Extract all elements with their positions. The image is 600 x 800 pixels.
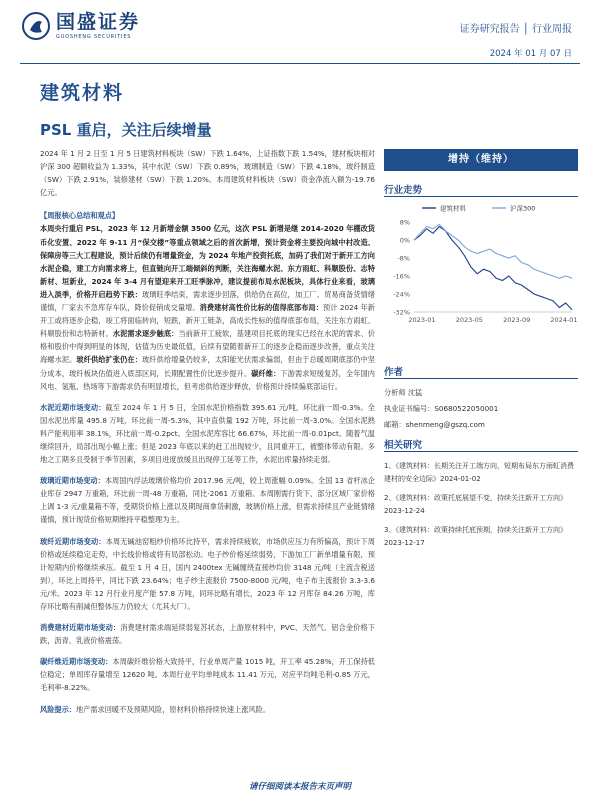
- focus-text4: 玻纤供给增量仍较多，太阳能光伏需求偏弱，但由于总暖周期底部仍中坚分成本，玻纤板块估值进入底部区间，长期配置性价比逐步提升。: [40, 355, 375, 378]
- x-tick-label: 2023-05: [455, 316, 483, 324]
- main-body: [40, 147, 375, 720]
- company-logo: [22, 12, 140, 40]
- risk-text: 地产需求回暖不及预期风险，原材料价格持续快速上涨风险。: [75, 704, 271, 714]
- risk-paragraph: [40, 703, 375, 716]
- cement-paragraph: [40, 401, 375, 466]
- intro-paragraph: 2024 年 1 月 2 日至 1 月 5 日建筑材料板块（SW）下跌 1.64%，上证指数下跌 1.54%，建材板块相对沪深 300 超额收益为 1.33%，其中水泥（SW）下跌 0.89%，玻璃制造（SW）下跌 4.18%，玻纤制造（SW）下跌 2.91%，装修建材（SW）下跌 1.20%。本周建筑材料板块（SW）资金净流入额为-19.76 亿元。: [40, 149, 375, 198]
- focus-text3: 当前新开工疲软，基建项目托底的现实已经在水泥的需求、价格和股价中得到明显的体现，估值为历史最低值，后续有望随着新开工的逐步企稳而逐步改善，重点关注海螺水泥。: [40, 329, 375, 365]
- trend-heading: 行业走势: [384, 185, 423, 196]
- focus-text2: 预计 2024 年新开工或将逐步企稳，竣工将面临转向，短跌，新开工链条，高成长性标的值得底部布局，关注东方雨虹、科顺股份和志特新材。: [40, 303, 375, 339]
- related-item[interactable]: 1、《建筑材料：长期关注开工端方向，短期布局东方雨虹消费建材的安全边际》2024-01-02: [384, 462, 574, 483]
- focus-bold: 本周央行重启 PSL，2023 年 12 月新增金额 3500 亿元，这次 PSL 新增是继 2014-2020 年棚改货币化安置、2022 年 9-11 月“保交楼”等重点领域之后的首次新增，预计资金将主要投向城中村改造、保障房等三大工程建设，预计后续仍有增量资金，为 2024 年地产投资托底，加码了我们对于新开工方向水泥企稳，建工方向需求将上，但直链向开工端倾斜的判断，关注海螺水泥、东方雨虹、科顺股份、志特新材、垣新业，2024 年 3-4 月有望迎来开工旺季脉冲，建议提前布局水泥板块，具体行业来看，玻璃进入淡季，价格开启趋势下跌：: [40, 224, 375, 299]
- risk-heading: 风险提示：: [40, 704, 76, 714]
- focus-text5: 下游需求短缓复苏，全年国内风电、氢瓶、热场等下游需求仍有明显增长，但考虑供给逐步释放，价格预计持续偏底部运行。: [40, 368, 375, 391]
- related-heading: 相关研究: [384, 440, 423, 451]
- trend-rule: [384, 196, 578, 197]
- report-date: 2024 年 01 月 07 日: [489, 49, 572, 59]
- y-tick-label: 8%: [399, 218, 410, 227]
- carbon-heading: 碳纤维近期市场变动：: [40, 657, 113, 667]
- related-item[interactable]: 3、《建筑材料：政策持续托底预期，持续关注新开工方向》2023-12-17: [384, 526, 567, 547]
- related-rule: [384, 451, 578, 452]
- focus-paragraph: [40, 209, 375, 392]
- legend-label: 建筑材料: [440, 204, 466, 213]
- trend-chart: [384, 200, 578, 330]
- series-line: [414, 227, 572, 310]
- focus-text: 玻璃旺季结束，需求逐步回落，供给仍在高位，加工厂、贸易商备货情绪谨慎，厂家去不急库存车队，降价促销成交量增。: [40, 289, 375, 313]
- license-number: 执业证书编号：S0680522050001: [384, 404, 499, 413]
- header-divider: [20, 63, 580, 64]
- fiber-heading: 玻纤近期市场变动：: [40, 536, 106, 546]
- authors-heading: 作者: [384, 367, 404, 378]
- related-list: [384, 460, 578, 556]
- glass-text: 本周国内浮法玻璃价格均价 2017.96 元/吨，较上周涨幅 0.09%。全国 13 省杆冰企业库存 2947 万重箱，环比前一周-48 万重箱，同比-2061 万重箱。本周刚需行货下，部分区域厂家价格上调 1-3 元/重量箱不等，受期货价格上涨以及期现商拿货刺激，玻璃价格上涨，但需求持续且产业链情绪谨慎，预计现货价格短期维持平稳整理为主。: [40, 476, 375, 525]
- cement-text: 截至 2024 年 1 月 5 日，全国水泥价格指数 395.61 元/吨，环比前一周-0.3%。全国水泥出库量 495.8 万吨，环比前一周-5.3%，其中直供量 192 万吨，环比前一周-3.0%。全国水泥熟料产能利用率 38.1%，环比前一周-0.2pct。全国水泥库容比 66.67%，环比前一周-0.01pct。随着气温继续回升，局部出现小幅上涨；但是 2023 年底以来的赶工出现较少，且同重开工，被整体带动有限。多地之工期多且受制于季节因素，多项目进度放缓且出现停工延等工作，水泥出库量持续走弱。: [40, 402, 375, 465]
- logo-cn-text: 国盛证券: [56, 11, 141, 33]
- cement-heading: 水泥近期市场变动：: [40, 402, 106, 412]
- focus-bold3: 水泥需求逐步触底：: [112, 329, 179, 339]
- analyst-name: 分析师 沈猛: [384, 388, 423, 397]
- fiber-paragraph: [40, 535, 375, 614]
- x-tick-label: 2024-01: [550, 316, 578, 324]
- y-tick-label: -16%: [393, 272, 410, 281]
- carbon-text: 本周碳纤维价格大致持平，行业单周产量 1015 吨，开工率 45.28%，开工保持低位稳定；单周库存量增至 12620 吨。本周行业平均单吨成本 11.41 万元，对应平均吨毛利-0.85 万元，毛利率-8.22%。: [40, 657, 375, 693]
- authors-rule: [384, 378, 578, 379]
- consumer-text: 消费建材需求端延续弱复苏状态，上游原材料中，PVC、天然气、铝合金价格下跌，沥青、乳液价格震荡。: [40, 623, 375, 646]
- report-category: 证券研究报告 │ 行业周报: [459, 24, 572, 35]
- focus-bold2: 消费建材高性价比标的值得底部布局：: [199, 303, 324, 313]
- x-tick-label: 2023-09: [503, 316, 531, 324]
- glass-paragraph: [40, 474, 375, 526]
- consumer-paragraph: [40, 621, 375, 647]
- legend-label: 沪深300: [510, 204, 536, 213]
- report-headline: PSL 重启，关注后续增量: [40, 121, 212, 139]
- y-tick-label: 0%: [399, 236, 410, 245]
- related-item[interactable]: 2、《建筑材料：政策托底展望不变，持续关注新开工方向》2023-12-24: [384, 494, 567, 515]
- industry-title: 建筑材料: [40, 82, 125, 104]
- focus-bold4: 玻纤供给扩张仍在：: [76, 355, 142, 365]
- carbon-paragraph: [40, 655, 375, 694]
- y-tick-label: -8%: [397, 254, 410, 263]
- x-tick-label: 2023-01: [408, 316, 436, 324]
- focus-heading: 【周报核心总结和观点】: [40, 211, 120, 221]
- logo-icon: [22, 12, 50, 40]
- footer-disclaimer: 请仔细阅读本报告末页声明: [248, 782, 351, 792]
- y-tick-label: -24%: [393, 290, 410, 299]
- y-tick-label: -32%: [393, 308, 410, 317]
- series-line: [414, 224, 572, 278]
- consumer-heading: 消费建材近期市场变动：: [40, 623, 121, 633]
- rating-badge: 增持（维持）: [384, 149, 578, 171]
- analyst-email[interactable]: 邮箱：shenmeng@gszq.com: [384, 420, 485, 429]
- focus-bold5: 碳纤维：: [251, 368, 281, 378]
- fiber-text: 本周无碱池窑粗纱价格环比持平，需求持续疲软，市场供应压力有所偏高，预计下周价格或延续稳定走势，中长线价格或将有局部松动。电子纱价格延续弱势，下游加工厂新单增量有限，预计短期内价格继续承压。截至 1 月 4 日，国内 2400tex 无碱缠绕直接纱均价 3148 元/吨（主流含税送到），环比上周持平，同比下跌 23.64%；电子纱主流报价 7500-8000 元/吨，电子布主流报价 3.3-3.6 元/米。2023 年 12 月行业月度产能 57.8 万吨，同环比略有增长，2023 年 12 月库存 84.26 万吨，库存环比略有削减但整体压力仍较大（尤其大厂）。: [40, 536, 375, 611]
- glass-heading: 玻璃近期市场变动：: [40, 476, 105, 486]
- logo-en-text: GUOSHENG SECURITIES: [56, 34, 132, 40]
